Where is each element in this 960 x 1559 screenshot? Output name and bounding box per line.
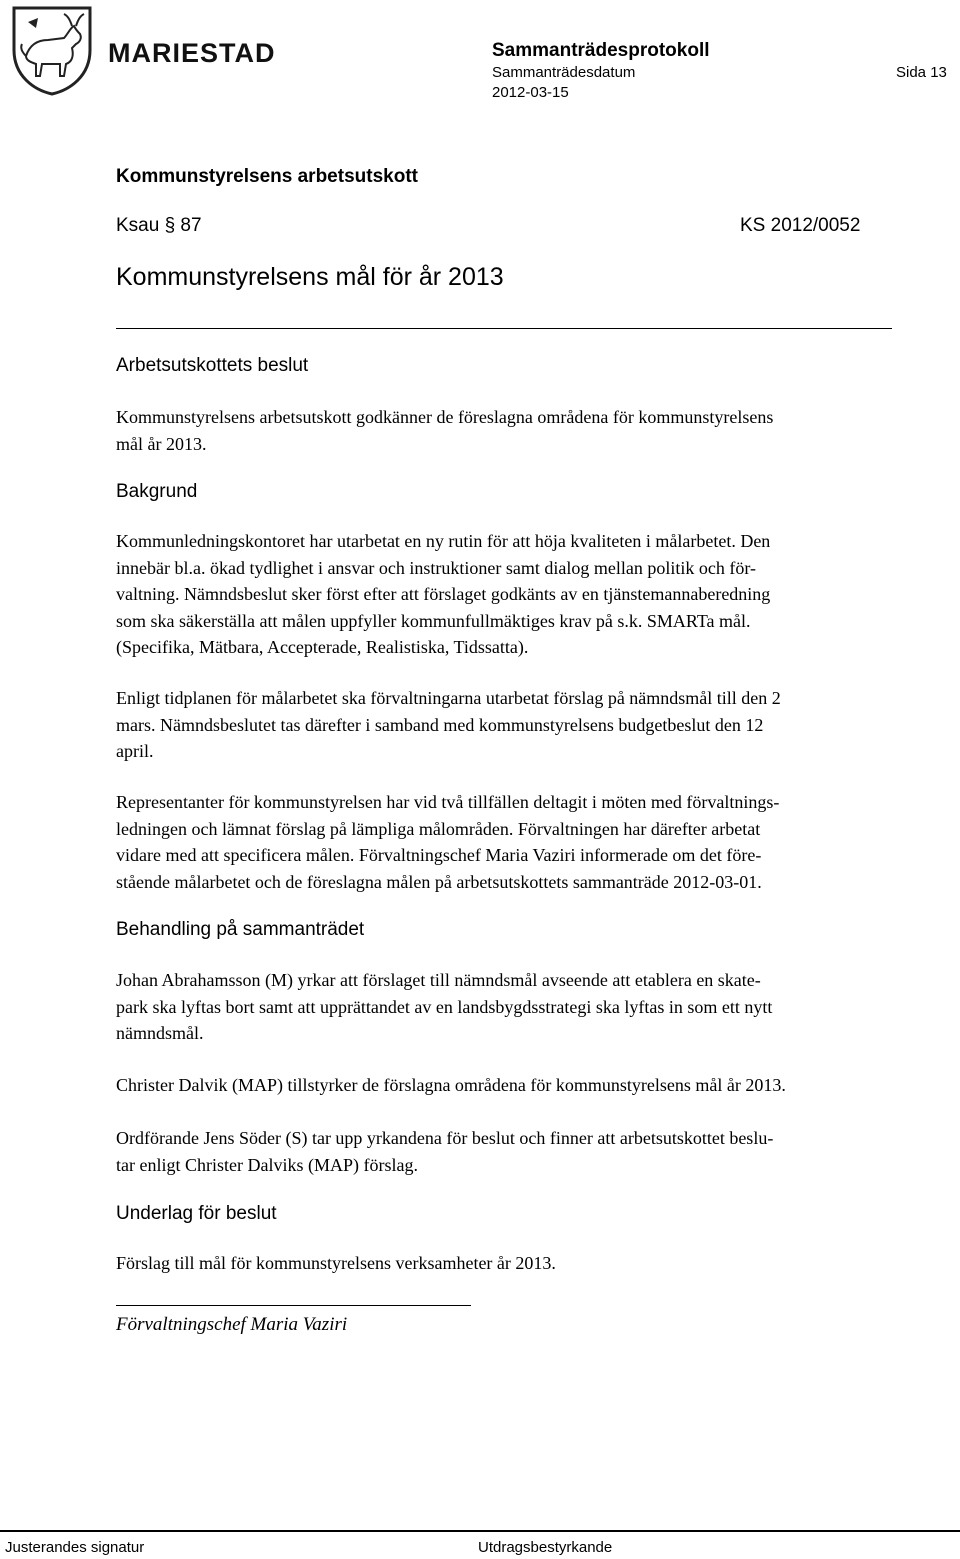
- treatment-paragraph-1: [116, 967, 956, 1047]
- case-number: KS 2012/0052: [740, 215, 861, 236]
- text-line: tar enligt Christer Dalviks (MAP) förslag.: [116, 1154, 418, 1175]
- meeting-date-label: Sammanträdesdatum: [492, 64, 636, 81]
- committee-name: Kommunstyrelsens arbetsutskott: [116, 166, 418, 187]
- text-line: Enligt tidplanen för målarbetet ska förvaltningarna utarbetat förslag på nämndsmål till den 2: [116, 688, 781, 708]
- page-number: Sida 13: [896, 64, 947, 81]
- text-line: mars. Nämndsbeslutet tas därefter i samband med kommunstyrelsens budgetbeslut den 12: [116, 714, 764, 735]
- text-line: ledningen och lämnat förslag på lämpliga målområden. Förvaltningen har därefter arbetat: [116, 818, 761, 839]
- text-line: vidare med att specificera målen. Förvaltningschef Maria Vaziri informerade om det före-: [116, 845, 762, 865]
- text-line: stående målarbetet och de föreslagna målen på arbetsutskottets sammanträde 2012-03-01.: [116, 871, 762, 892]
- text-line: Christer Dalvik (MAP) tillstyrker de förslagna områdena för kommunstyrelsens mål år 2013.: [116, 1075, 786, 1095]
- signature-line: [116, 1305, 471, 1306]
- mariestad-coat-of-arms-icon: [8, 4, 96, 96]
- text-line: valtning. Nämndsbeslut sker först efter att förslaget godkänts av en tjänstemannaberedning: [116, 584, 771, 604]
- text-line: Representanter för kommunstyrelsen har vid två tillfällen deltagit i möten med förvaltnings-: [116, 792, 780, 812]
- meeting-date: 2012-03-15: [492, 84, 569, 101]
- background-paragraph-2: [116, 685, 956, 765]
- text-line: Förslag till mål för kommunstyrelsens verksamheter år 2013.: [116, 1253, 556, 1273]
- paragraph-reference: Ksau § 87: [116, 215, 202, 236]
- treatment-paragraph-2: [116, 1072, 956, 1099]
- section-heading-decision: Arbetsutskottets beslut: [116, 355, 309, 376]
- logo-wordmark: MARIESTAD: [108, 38, 276, 68]
- background-paragraph-3: [116, 789, 956, 895]
- footer-signature-label: Justerandes signatur: [5, 1539, 145, 1556]
- document-type: Sammanträdesprotokoll: [492, 40, 710, 61]
- text-line: Kommunledningskontoret har utarbetat en ny rutin för att höja kvaliteten i målarbetet. Den: [116, 531, 771, 551]
- footer-divider: [0, 1530, 960, 1532]
- page-title: Kommunstyrelsens mål för år 2013: [116, 263, 504, 291]
- decision-paragraph: [116, 404, 956, 457]
- treatment-paragraph-3: [116, 1125, 956, 1178]
- background-paragraph-1: [116, 528, 956, 661]
- text-line: mål år 2013.: [116, 433, 207, 454]
- text-line: innebär bl.a. ökad tydlighet i ansvar och instruktioner samt dialog mellan politik och för-: [116, 557, 756, 578]
- text-line: park ska lyftas bort samt att upprättandet av en landsbygdsstrategi ska lyftas in som ett nytt: [116, 996, 773, 1017]
- section-heading-background: Bakgrund: [116, 481, 198, 502]
- section-heading-basis: Underlag för beslut: [116, 1203, 277, 1224]
- text-line: nämndsmål.: [116, 1023, 204, 1043]
- footer-certification-label: Utdragsbestyrkande: [478, 1539, 613, 1556]
- text-line: Kommunstyrelsens arbetsutskott godkänner de föreslagna områdena för kommunstyrelsens: [116, 407, 774, 427]
- basis-paragraph: [116, 1250, 956, 1277]
- signature-name: Förvaltningschef Maria Vaziri: [116, 1314, 348, 1335]
- text-line: Ordförande Jens Söder (S) tar upp yrkandena för beslut och finner att arbetsutskottet beslu-: [116, 1128, 774, 1148]
- text-line: som ska säkerställa att målen uppfyller kommunfullmäktiges krav på s.k. SMARTa mål.: [116, 610, 751, 631]
- section-heading-treatment: Behandling på sammanträdet: [116, 919, 365, 940]
- text-line: (Specifika, Mätbara, Accepterade, Realistiska, Tidssatta).: [116, 637, 529, 657]
- title-divider: [116, 328, 892, 329]
- text-line: april.: [116, 741, 154, 761]
- text-line: Johan Abrahamsson (M) yrkar att förslaget till nämndsmål avseende att etablera en skate-: [116, 970, 761, 990]
